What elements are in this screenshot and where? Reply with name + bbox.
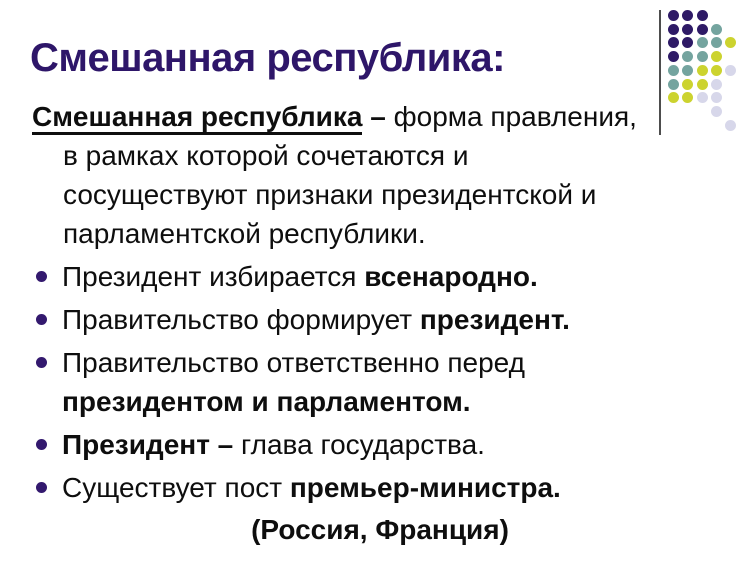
slide-body (32, 97, 728, 549)
bullet-icon (36, 314, 47, 325)
bullet-icon (36, 357, 47, 368)
decoration-dot (668, 10, 679, 21)
decoration-dot (711, 65, 722, 76)
bullet-icon (36, 439, 47, 450)
bullet-item-1 (32, 257, 728, 296)
bullet-5-text: Существует пост (62, 472, 290, 503)
decoration-dot (711, 51, 722, 62)
definition-line2: в рамках которой сочетаются и (63, 140, 469, 171)
bullet-1-text: Президент избирается (62, 261, 365, 292)
decoration-dot (668, 79, 679, 90)
bullet-5-bold: премьер-министра. (289, 472, 561, 503)
bullet-item-5 (32, 468, 728, 507)
bullet-icon (36, 271, 47, 282)
decoration-dot (682, 24, 693, 35)
decoration-dot (682, 65, 693, 76)
bullet-list (32, 257, 728, 507)
decoration-dot (697, 24, 708, 35)
bullet-2-text: Правительство формирует (62, 304, 420, 335)
bullet-2-bold: президент. (419, 304, 570, 335)
definition-dash: – (362, 101, 386, 132)
definition-line1-rest: форма правления, (385, 101, 637, 132)
decoration-dot (725, 65, 736, 76)
decoration-dot (711, 37, 722, 48)
decoration-dot (711, 24, 722, 35)
decoration-dot (682, 79, 693, 90)
bullet-item-4 (32, 425, 728, 464)
bullet-icon (36, 482, 47, 493)
decoration-dot (697, 79, 708, 90)
bullet-1-bold: всенародно. (364, 261, 538, 292)
decoration-dot (682, 10, 693, 21)
decoration-dot (668, 37, 679, 48)
bullet-4-bold: Президент – (62, 429, 242, 460)
decoration-dot (697, 51, 708, 62)
definition-line4: парламентской республики. (63, 218, 426, 249)
decoration-dot (725, 37, 736, 48)
decoration-dot (668, 24, 679, 35)
definition-term: Смешанная республика (32, 101, 362, 135)
decoration-dot (668, 51, 679, 62)
bullet-3-text: Правительство ответственно перед (62, 347, 525, 378)
slide-title: Смешанная республика: (30, 36, 505, 80)
decoration-dot (682, 37, 693, 48)
bullet-item-3 (32, 343, 728, 421)
bullet-4-text: глава государства. (241, 429, 485, 460)
decoration-dot (668, 65, 679, 76)
footer-note: (Россия, Франция) (251, 514, 509, 545)
decoration-dot (697, 65, 708, 76)
decoration-dot (711, 79, 722, 90)
decoration-dot (697, 37, 708, 48)
bullet-item-2 (32, 300, 728, 339)
definition-line3: сосуществуют признаки президентской и (63, 179, 597, 210)
definition-paragraph (32, 97, 728, 253)
bullet-3-bold: президентом и парламентом. (62, 386, 471, 417)
decoration-dot (682, 51, 693, 62)
decoration-dot (697, 10, 708, 21)
